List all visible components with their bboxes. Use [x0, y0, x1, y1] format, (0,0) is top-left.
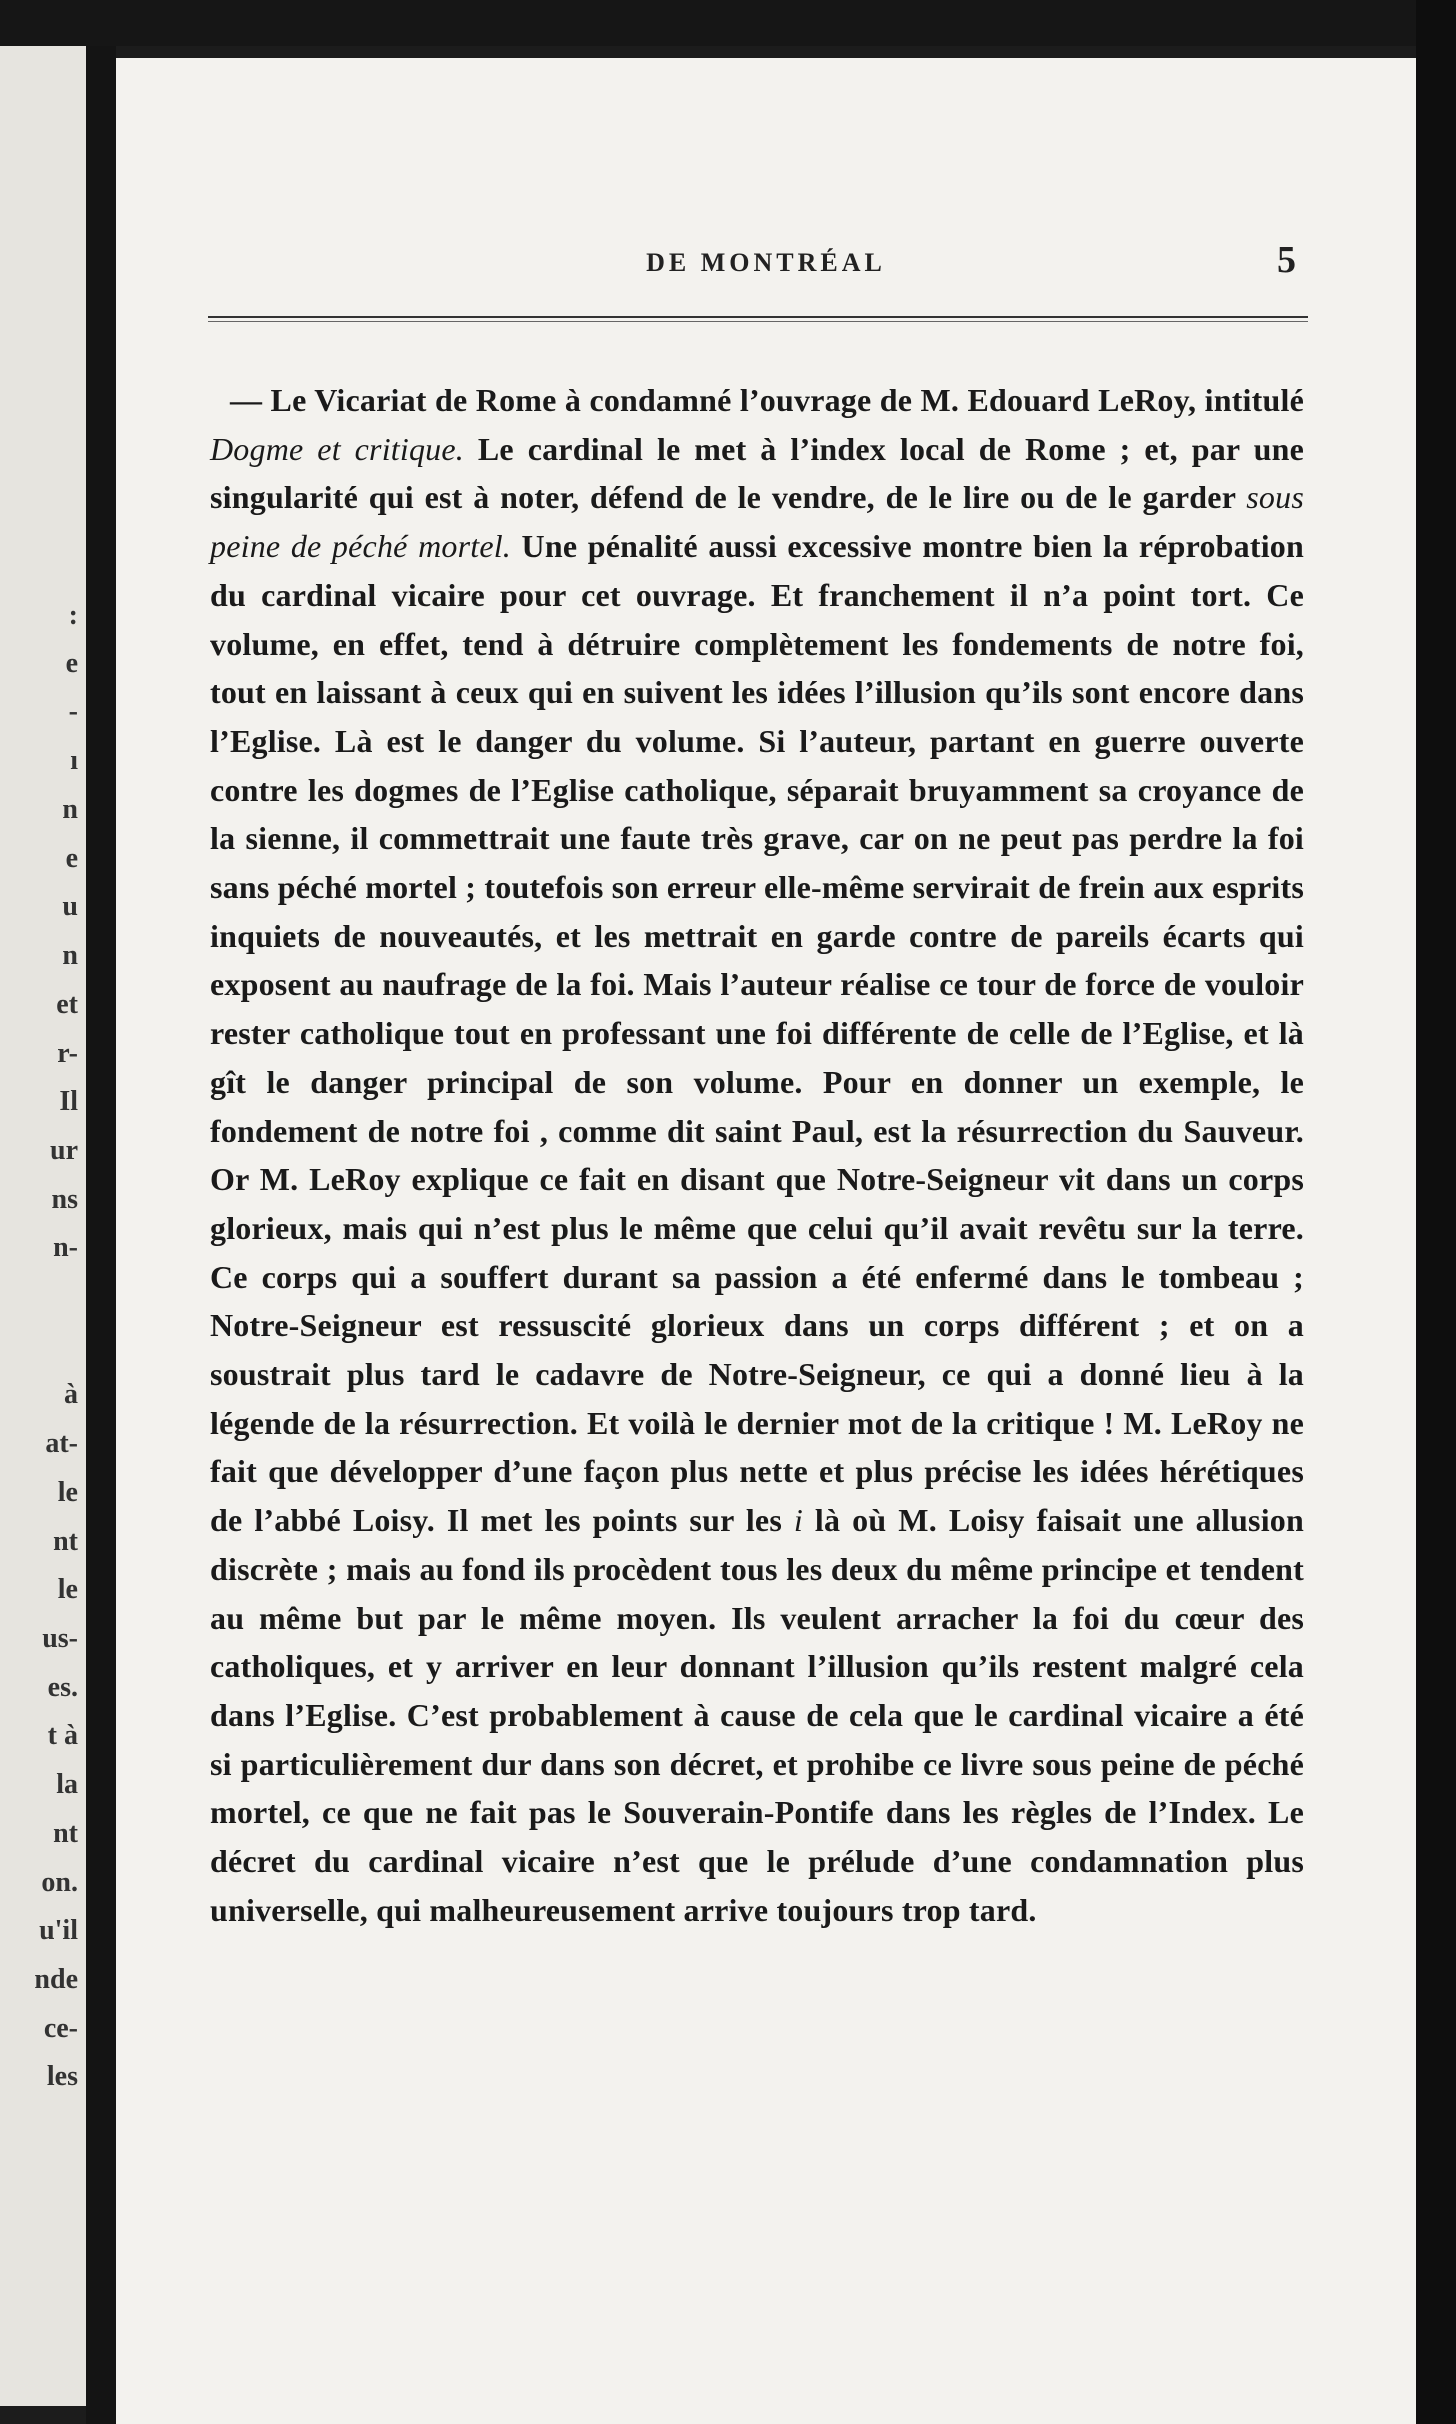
- facing-page-text: u'il: [39, 1915, 78, 1946]
- paragraph-text: Le cardinal le met à l’index local de Rome ; et, par une singularité qui est à noter, défend de le vendre, de le lire ou de le garder: [210, 430, 1304, 516]
- facing-page-text: le: [57, 1574, 78, 1605]
- facing-page-text: le: [57, 1477, 78, 1508]
- header-rule-thin: [208, 321, 1308, 322]
- facing-page-text: es.: [47, 1672, 78, 1703]
- facing-page-text: n-: [53, 1232, 78, 1263]
- facing-page-text: on.: [41, 1867, 78, 1898]
- facing-page-text: nt: [53, 1818, 78, 1849]
- facing-page-text: et: [56, 989, 78, 1020]
- facing-page-text: nt: [53, 1526, 78, 1557]
- book-title: Dogme et critique.: [210, 430, 464, 467]
- scan-top-margin: [0, 0, 1456, 46]
- penalty-phrase: sous peine de péché mortel.: [210, 479, 1304, 565]
- facing-page-text: e: [65, 843, 78, 874]
- facing-page-text: r-: [57, 1038, 78, 1069]
- facing-page-text: Il: [59, 1086, 78, 1117]
- facing-page-text: us-: [42, 1623, 78, 1654]
- facing-page-text: ns: [51, 1184, 78, 1215]
- paragraph-text: Une pénalité aussi excessive montre bien la réprobation du cardinal vicaire pour cet ouvrage. Et franchement il n’a point tort. Ce volume, en effet, tend à détruire complètement les fondements de notre foi, tout en laissant à ceux qui en suivent les idées l’illusion qu’ils sont encore dans l’Eglise. Là est le danger du volume. Si l’auteur, partant en guerre ouverte contre les dogmes de l’Eglise catholique, séparait bruyamment sa croyance de la sienne, il commettrait une faute très grave, car on ne peut pas perdre la foi sans péché mortel ; toutefois son erreur elle-même servirait de frein aux esprits inquiets de nouveautés, et les mettrait en garde contre de pareils écarts qui exposent au naufrage de la foi. Mais l’auteur réalise ce tour de force de vouloir rester catholique tout en professant une foi différente de celle de l’Eglise, et là gît le danger principal de son volume. Pour en donner un exemple, le fondement de notre foi , comme dit saint Paul, est la résurrection du Sauveur. Or M. LeRoy explique ce fait en disant que Notre-Seigneur vit dans un corps glorieux, mais qui n’est plus le même que celui qu’il avait revêtu sur la terre. Ce corps qui a souffert durant sa passion a été enfermé dans le tombeau ; Notre-Seigneur est ressuscité glorieux dans un corps différent ; et on a soustrait plus tard le cadavre de Notre-Seigneur, ce qui a donné lieu à la légende de la résurrection. Et voilà le dernier mot de la critique ! M. LeRoy ne fait que développer d’une façon plus nette et plus précise les idées hérétiques de l’abbé Loisy. Il met les points sur les: [210, 528, 1304, 1539]
- paragraph-text: — Le Vicariat de Rome à condamné l’ouvrage de M. Edouard LeRoy, intitulé: [230, 382, 1304, 418]
- facing-page-text: at-: [45, 1428, 78, 1459]
- facing-page-text: n: [62, 794, 78, 825]
- facing-page-text: ce-: [43, 2013, 78, 2044]
- facing-page-text: :: [68, 600, 78, 631]
- running-title: DE MONTRÉAL: [646, 248, 886, 277]
- book-gutter: [86, 46, 116, 2424]
- italic-letter: i: [793, 1502, 803, 1539]
- book-page: [116, 58, 1416, 2424]
- facing-page-text: n: [62, 940, 78, 971]
- paragraph-text: là où M. Loisy faisait une allusion discrète ; mais au fond ils procèdent tous les deux du même principe et tendent au même but par le même moyen. Ils veulent arracher la foi du cœur des catholiques, et y arriver en leur donnant l’illusion qu’ils restent malgré cela dans l’Eglise. C’est probablement à cause de cela que le cardinal vicaire a été si particulièrement dur dans son décret, et prohibe ce livre sous peine de péché mortel, ce que ne fait pas le Souverain-Pontife dans les règles de l’Index. Le décret du cardinal vicaire n’est que le prélude d’une condamnation plus universelle, qui malheureusement arrive toujours trop tard.: [210, 1502, 1304, 1928]
- facing-page-text: ur: [50, 1135, 78, 1166]
- facing-page-fragment: [0, 46, 86, 2406]
- facing-page-text: t à: [47, 1720, 78, 1751]
- facing-page-text: -: [68, 696, 78, 727]
- facing-page-text: nde: [34, 1964, 78, 1995]
- paragraph: [210, 376, 1304, 1935]
- facing-page-text: ı: [70, 745, 78, 776]
- scan-right-margin: [1416, 0, 1456, 2424]
- facing-page-text: la: [56, 1769, 78, 1800]
- header-rule: [208, 316, 1308, 318]
- facing-page-text: e: [65, 648, 78, 679]
- facing-page-text: à: [64, 1379, 78, 1410]
- facing-page-text: les: [46, 2061, 78, 2092]
- body-text: [210, 376, 1304, 1935]
- page-number: 5: [1277, 239, 1296, 281]
- facing-page-text: u: [62, 891, 78, 922]
